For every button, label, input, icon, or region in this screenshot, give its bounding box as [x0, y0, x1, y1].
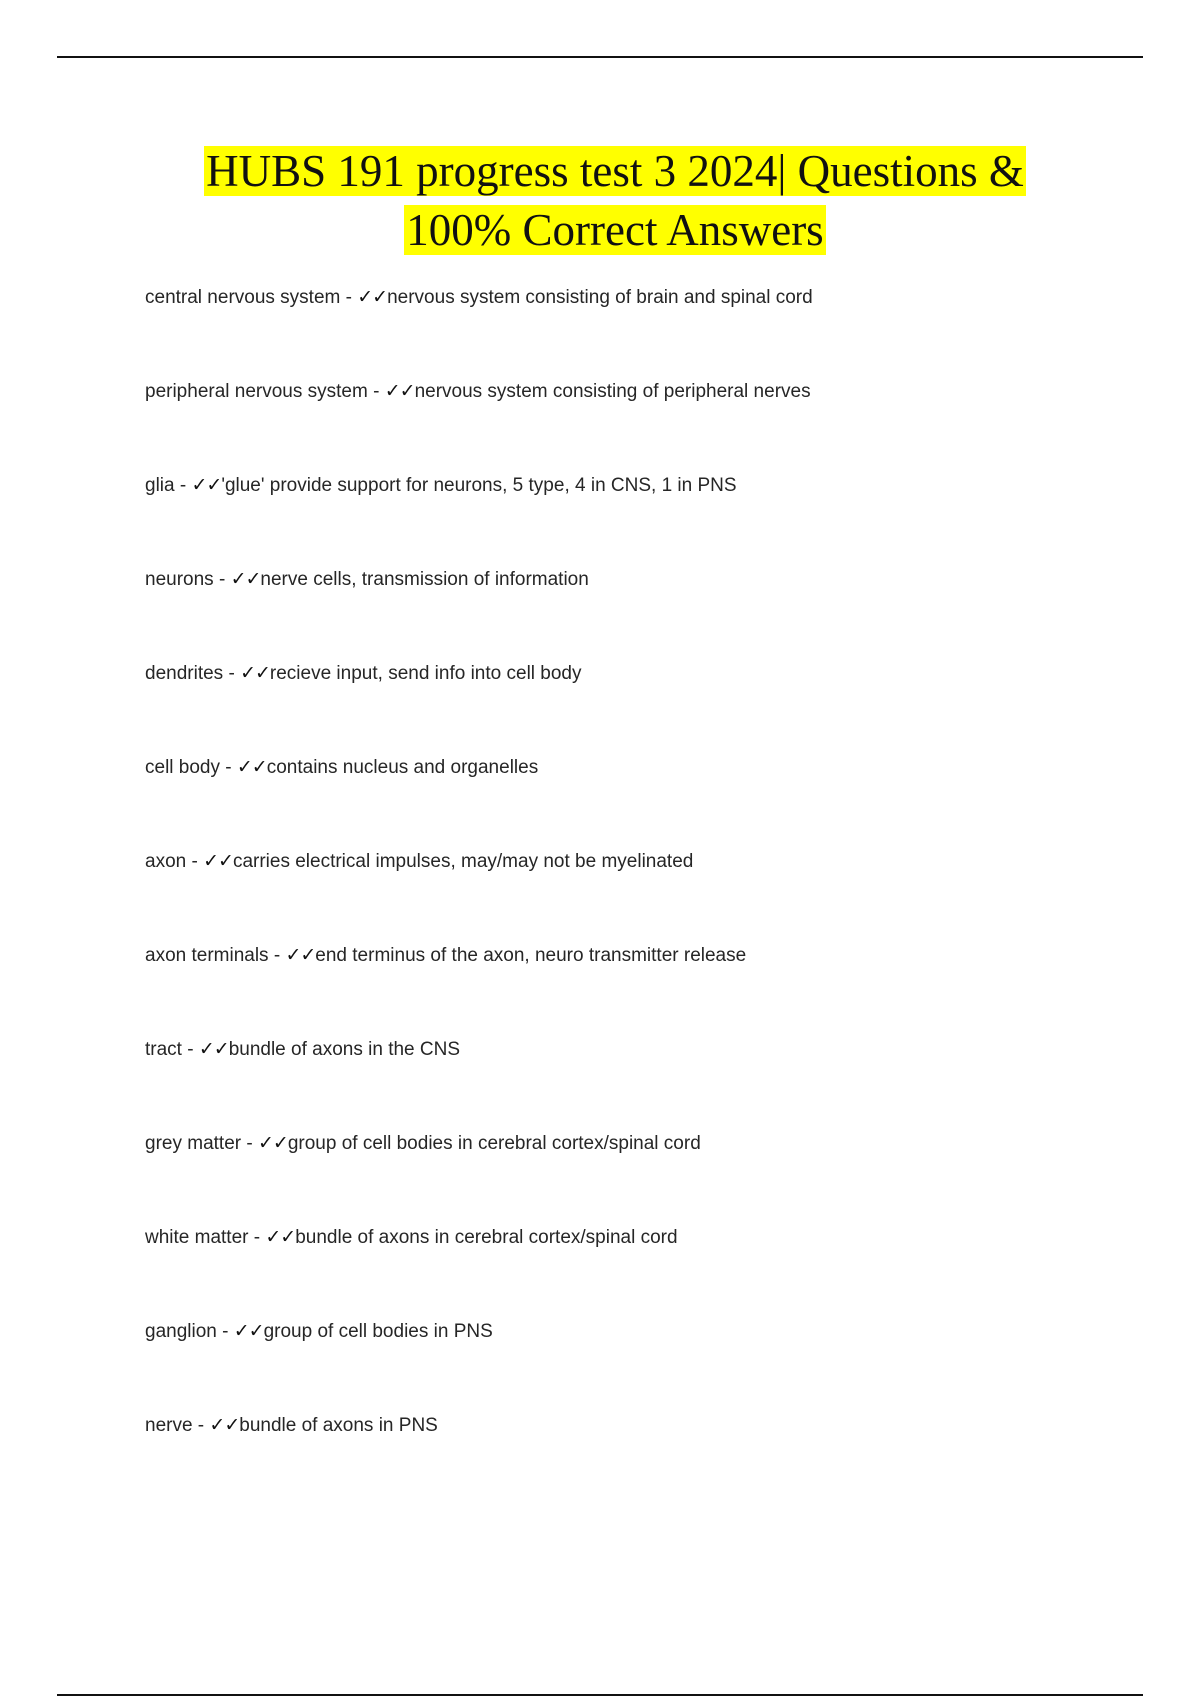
- definition-text: nerve cells, transmission of information: [260, 569, 589, 590]
- list-item: [145, 281, 1145, 375]
- list-item: [145, 1033, 1145, 1127]
- term-text: glia: [145, 475, 175, 496]
- double-check-icon: ✓✓: [257, 1132, 288, 1154]
- term-text: grey matter: [145, 1133, 242, 1154]
- double-check-icon: ✓✓: [285, 944, 316, 966]
- separator-text: -: [248, 1227, 266, 1248]
- definition-text: carries electrical impulses, may/may not be myelinated: [232, 851, 694, 872]
- separator-text: -: [268, 945, 286, 966]
- double-check-icon: ✓✓: [357, 286, 388, 308]
- qa-list: [145, 281, 1145, 1503]
- title-line-2: 100% Correct Answers: [406, 205, 824, 255]
- top-rule: [57, 56, 1143, 58]
- list-item: [145, 1315, 1145, 1409]
- document-title: [100, 142, 1130, 260]
- double-check-icon: ✓✓: [230, 568, 261, 590]
- double-check-icon: ✓✓: [240, 662, 270, 684]
- separator-text: -: [216, 1321, 234, 1342]
- term-text: peripheral nervous system: [145, 381, 368, 402]
- double-check-icon: ✓✓: [209, 1414, 240, 1436]
- double-check-icon: ✓✓: [233, 1320, 264, 1342]
- separator-text: -: [241, 1133, 258, 1154]
- double-check-icon: ✓✓: [203, 850, 233, 872]
- separator-text: -: [367, 381, 385, 402]
- separator-text: -: [340, 287, 358, 308]
- list-item: [145, 1127, 1145, 1221]
- term-text: nerve: [145, 1415, 193, 1436]
- list-item: [145, 845, 1145, 939]
- list-item: [145, 1221, 1145, 1315]
- list-item: [145, 657, 1145, 751]
- double-check-icon: ✓✓: [265, 1226, 296, 1248]
- list-item: [145, 939, 1145, 1033]
- separator-text: -: [192, 1415, 210, 1436]
- term-text: cell body: [145, 757, 220, 778]
- separator-text: -: [181, 1039, 199, 1060]
- term-text: neurons: [145, 569, 214, 590]
- definition-text: group of cell bodies in cerebral cortex/spinal cord: [287, 1133, 701, 1154]
- term-text: axon: [145, 851, 187, 872]
- definition-text: recieve input, send info into cell body: [269, 663, 582, 684]
- separator-text: -: [213, 569, 231, 590]
- definition-text: bundle of axons in PNS: [239, 1415, 438, 1436]
- separator-text: -: [223, 663, 241, 684]
- separator-text: -: [174, 475, 192, 496]
- separator-text: -: [220, 757, 237, 778]
- definition-text: bundle of axons in cerebral cortex/spinal cord: [295, 1227, 678, 1248]
- definition-text: end terminus of the axon, neuro transmitter release: [315, 945, 747, 966]
- list-item: [145, 469, 1145, 563]
- bottom-rule: [57, 1694, 1143, 1696]
- definition-text: group of cell bodies in PNS: [263, 1321, 493, 1342]
- title-line-1: HUBS 191 progress test 3 2024| Questions &: [206, 146, 1024, 196]
- term-text: central nervous system: [145, 287, 341, 308]
- list-item: [145, 751, 1145, 845]
- term-text: axon terminals: [145, 945, 269, 966]
- double-check-icon: ✓✓: [236, 756, 267, 778]
- definition-text: bundle of axons in the CNS: [228, 1039, 460, 1060]
- double-check-icon: ✓✓: [384, 380, 415, 402]
- double-check-icon: ✓✓: [198, 1038, 229, 1060]
- term-text: tract: [145, 1039, 182, 1060]
- definition-text: contains nucleus and organelles: [266, 757, 539, 778]
- list-item: [145, 1409, 1145, 1503]
- separator-text: -: [186, 851, 204, 872]
- term-text: ganglion: [145, 1321, 217, 1342]
- definition-text: nervous system consisting of brain and spinal cord: [387, 287, 813, 308]
- list-item: [145, 375, 1145, 469]
- term-text: dendrites: [145, 663, 224, 684]
- definition-text: 'glue' provide support for neurons, 5 type, 4 in CNS, 1 in PNS: [221, 475, 737, 496]
- list-item: [145, 563, 1145, 657]
- term-text: white matter: [145, 1227, 249, 1248]
- definition-text: nervous system consisting of peripheral nerves: [414, 381, 811, 402]
- double-check-icon: ✓✓: [191, 474, 222, 496]
